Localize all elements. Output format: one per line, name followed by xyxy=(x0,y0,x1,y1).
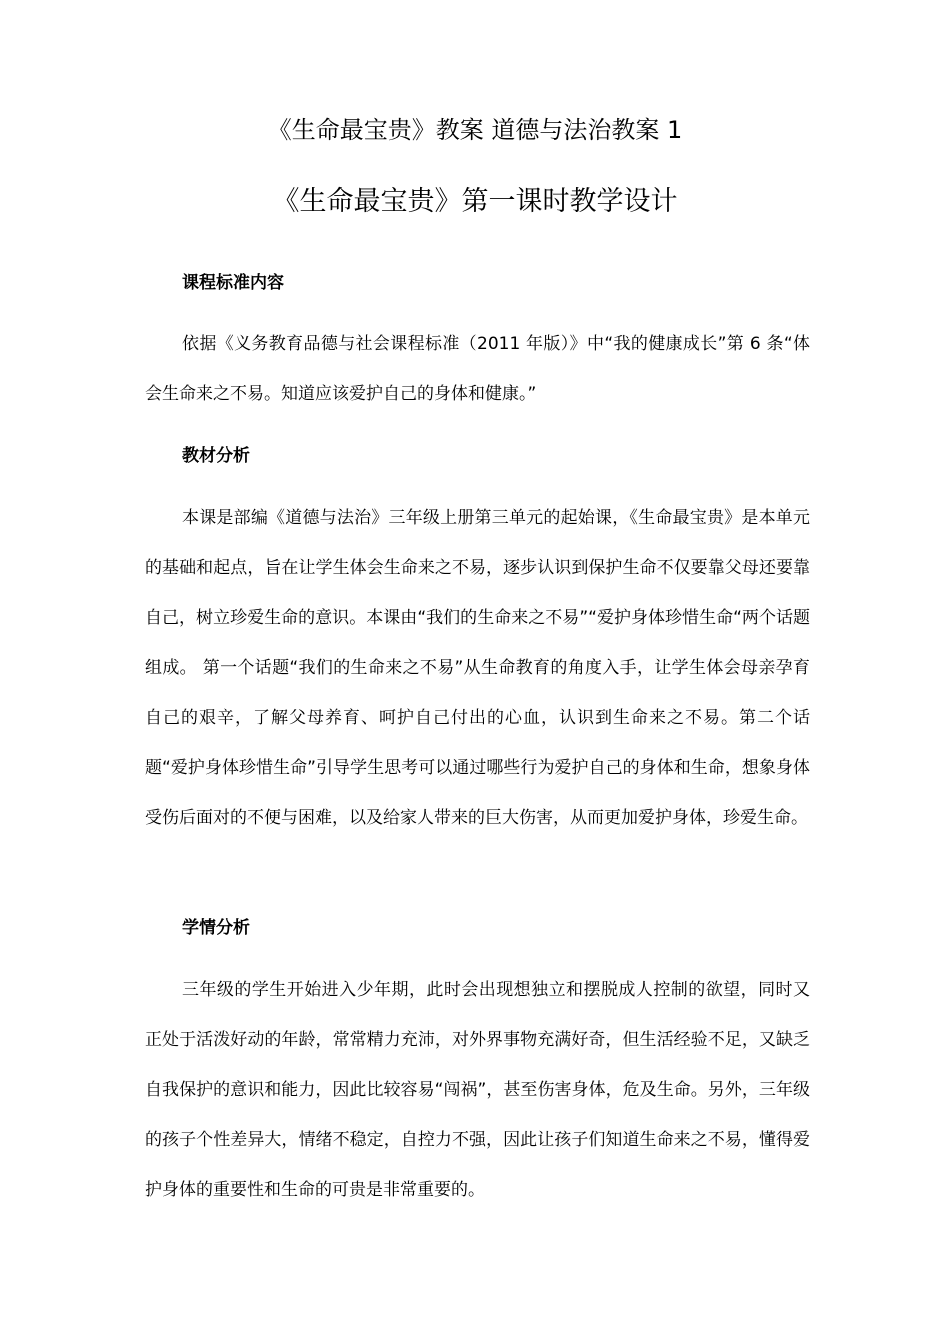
section-heading-textbook-analysis: 教材分析 xyxy=(182,446,250,466)
document-title: 《生命最宝贵》教案 道德与法治教案 1 xyxy=(267,116,683,144)
section-heading-curriculum-standard: 课程标准内容 xyxy=(182,273,284,293)
section-heading-learner-analysis: 学情分析 xyxy=(182,918,250,938)
section-body-textbook-analysis: 本课是部编《道德与法治》三年级上册第三单元的起始课，《生命最宝贵》是本单元的基础和起点，旨在让学生体会生命来之不易，逐步认识到保护生命不仅要靠父母还要靠自己，树立珍爱生命的意识。本课由“我们的生命来之不易”“爱护身体珍惜生命“两个话题组成。 第一个话题“我们的生命来之不易”从生命教育的角度入手，让学生体会母亲孕育自己的艰辛，了解父母养育、呵护自己付出的心血，认识到生命来之不易。第二个话题“爱护身体珍惜生命”引导学生思考可以通过哪些行为爱护自己的身体和生命，想象身体受伤后面对的不便与困难，以及给家人带来的巨大伤害，从而更加爱护身体，珍爱生命。 xyxy=(145,508,810,828)
section-body-learner-analysis: 三年级的学生开始进入少年期，此时会出现想独立和摆脱成人控制的欲望，同时又正处于活泼好动的年龄，常常精力充沛，对外界事物充满好奇，但生活经验不足，又缺乏自我保护的意识和能力，因此比较容易“闯祸”，甚至伤害身体，危及生命。另外，三年级的孩子个性差异大，情绪不稳定，自控力不强，因此让孩子们知道生命来之不易，懂得爱护身体的重要性和生命的可贵是非常重要的。 xyxy=(145,980,810,1200)
section-body-curriculum-standard: 依据《义务教育品德与社会课程标准（2011 年版）》中“我的健康成长”第 6 条“体会生命来之不易。知道应该爱护自己的身体和健康。” xyxy=(145,334,810,404)
document-subtitle: 《生命最宝贵》第一课时教学设计 xyxy=(272,186,678,217)
